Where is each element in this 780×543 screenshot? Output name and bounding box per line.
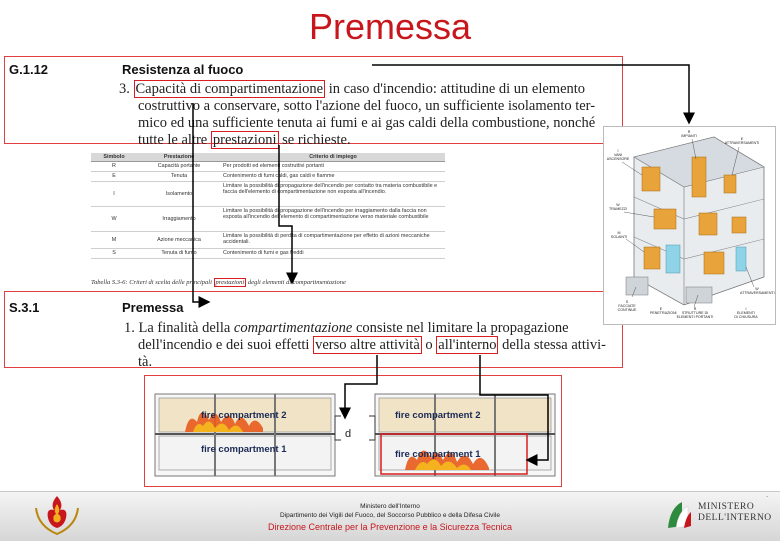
table-cell: Capacità portante — [137, 162, 221, 172]
building-label: W TRAMEZZI — [609, 203, 627, 211]
text-line: La finalità della — [138, 320, 234, 336]
section-number: G.1.12 — [9, 62, 49, 77]
flag-icon — [664, 500, 692, 530]
text-emphasis: compartimentazione — [233, 320, 353, 336]
highlight-capacita: Capacità di compartimentazione — [135, 81, 324, 97]
table-cell: Contenimento di fumi caldi, gas caldi e fiamme — [221, 172, 445, 182]
section-heading: Premessa — [122, 300, 184, 315]
text-line: in caso d'incendio: attitudine di un elemento — [325, 81, 586, 97]
building-label: R STRUTTURE DI ELEMENTI PORTANTI — [676, 307, 714, 319]
item-number: 3. — [119, 81, 130, 97]
ministry-line: DELL'INTERNO — [698, 513, 772, 523]
item-number: 1. — [124, 320, 135, 336]
table-cell: M — [91, 232, 137, 249]
ministry-wordmark — [698, 502, 772, 524]
table-cell: Limitare la possibilità di propagazione dell'incendio per contatto tra materia combustibile e faccia dell'elemento di compartimentazione non esposta all'incendio. — [221, 182, 445, 207]
building-label: M SOLAINTI — [610, 231, 628, 239]
caption-text: Tabella S.3-6: Criteri di scelta delle principali — [91, 279, 214, 286]
distance-label: d — [345, 428, 352, 440]
table-cell: E — [91, 172, 137, 182]
table-header: Simbolo — [91, 153, 137, 162]
ministry-line: MINISTERO — [698, 502, 755, 512]
table-header: Prestazione — [137, 153, 221, 162]
building-label: S FACCIATE CONTINUE — [617, 300, 637, 312]
compartment-label: fire compartment 1 — [395, 449, 481, 460]
compartment-label: fire compartment 2 — [201, 410, 287, 421]
text-line: tutte le altre — [138, 132, 211, 148]
section-heading: Resistenza al fuoco — [122, 62, 244, 77]
highlight-altre-attivita: verso altre attività — [315, 337, 420, 353]
table-cell: Isolamento — [137, 182, 221, 207]
footer-ministry: Ministero dell'Interno — [360, 503, 420, 510]
footer-direction: Direzione Centrale per la Prevenzione e la Sicurezza Tecnica — [268, 522, 512, 532]
table-cell: I — [91, 182, 137, 207]
footer-department: Dipartimento dei Vigili del Fuoco, del Soccorso Pubblico e della Difesa Civile — [280, 512, 500, 519]
table-cell: S — [91, 249, 137, 259]
text-line: se richieste. — [278, 132, 351, 148]
building-label: I ELEMENTI DI CHIUSURA — [734, 307, 758, 319]
table-cell: Irraggiamento — [137, 207, 221, 232]
table-cell: Per prodotti ed elementi costruttivi portanti — [221, 162, 445, 172]
table-cell: Tenuta di fumo — [137, 249, 221, 259]
building-label: E ATTRAVERSAMENTI — [724, 137, 760, 145]
text-line: della stessa attivi- — [498, 337, 606, 353]
table-cell: Limitare la possibilità di propagazione dell'incendio per irraggiamento dalla faccia non esposta all'incendio dell'elemento di compartimentazione verso materiale combustibile — [221, 207, 445, 232]
table-cell: W — [91, 207, 137, 232]
table-cell: R — [91, 162, 137, 172]
table-cell: Limitare la possibilità di perdita di compartimentazione per effetto di azioni meccaniche accidentali. — [221, 232, 445, 249]
text-line: costruttivo a conservare, sotto l'azione del fuoco, un sufficiente isolamento ter- — [138, 98, 596, 114]
text-line: dell'incendio e dei suoi effetti — [138, 337, 314, 353]
table-cell: Azione meccanica — [137, 232, 221, 249]
compartment-label: fire compartment 2 — [395, 410, 481, 421]
building-label: W ATTRAVERSAMENTI — [740, 287, 775, 295]
corner-dot: . — [766, 490, 769, 499]
highlight-interno: all'interno — [438, 337, 497, 353]
building-label: I VANI ASCENSORE — [606, 149, 630, 161]
text-line: o — [421, 337, 437, 353]
text-line: consiste nel limitare la propagazione — [352, 320, 569, 336]
table-cell: Contenimento di fumi e gas freddi — [221, 249, 445, 259]
text-line: mico ed una sufficiente tenuta ai fumi e ai gas caldi della combustione, nonché — [138, 115, 596, 131]
page-title: Premessa — [308, 6, 472, 47]
text-line: tà. — [138, 354, 153, 370]
table-cell: Tenuta — [137, 172, 221, 182]
section-number: S.3.1 — [9, 300, 40, 315]
highlight-caption-prestazioni: prestazioni — [215, 279, 245, 286]
italy-flag-logo — [664, 500, 692, 530]
table-header: Criterio di impiego — [221, 153, 445, 162]
building-label: E PENETRAZIONI — [650, 307, 677, 315]
highlight-prestazioni: prestazioni — [212, 132, 277, 148]
caption-text: degli elementi di compartimentazione — [246, 279, 346, 286]
building-label: R IMPIANTI — [681, 130, 697, 138]
compartment-label: fire compartment 1 — [201, 444, 287, 455]
